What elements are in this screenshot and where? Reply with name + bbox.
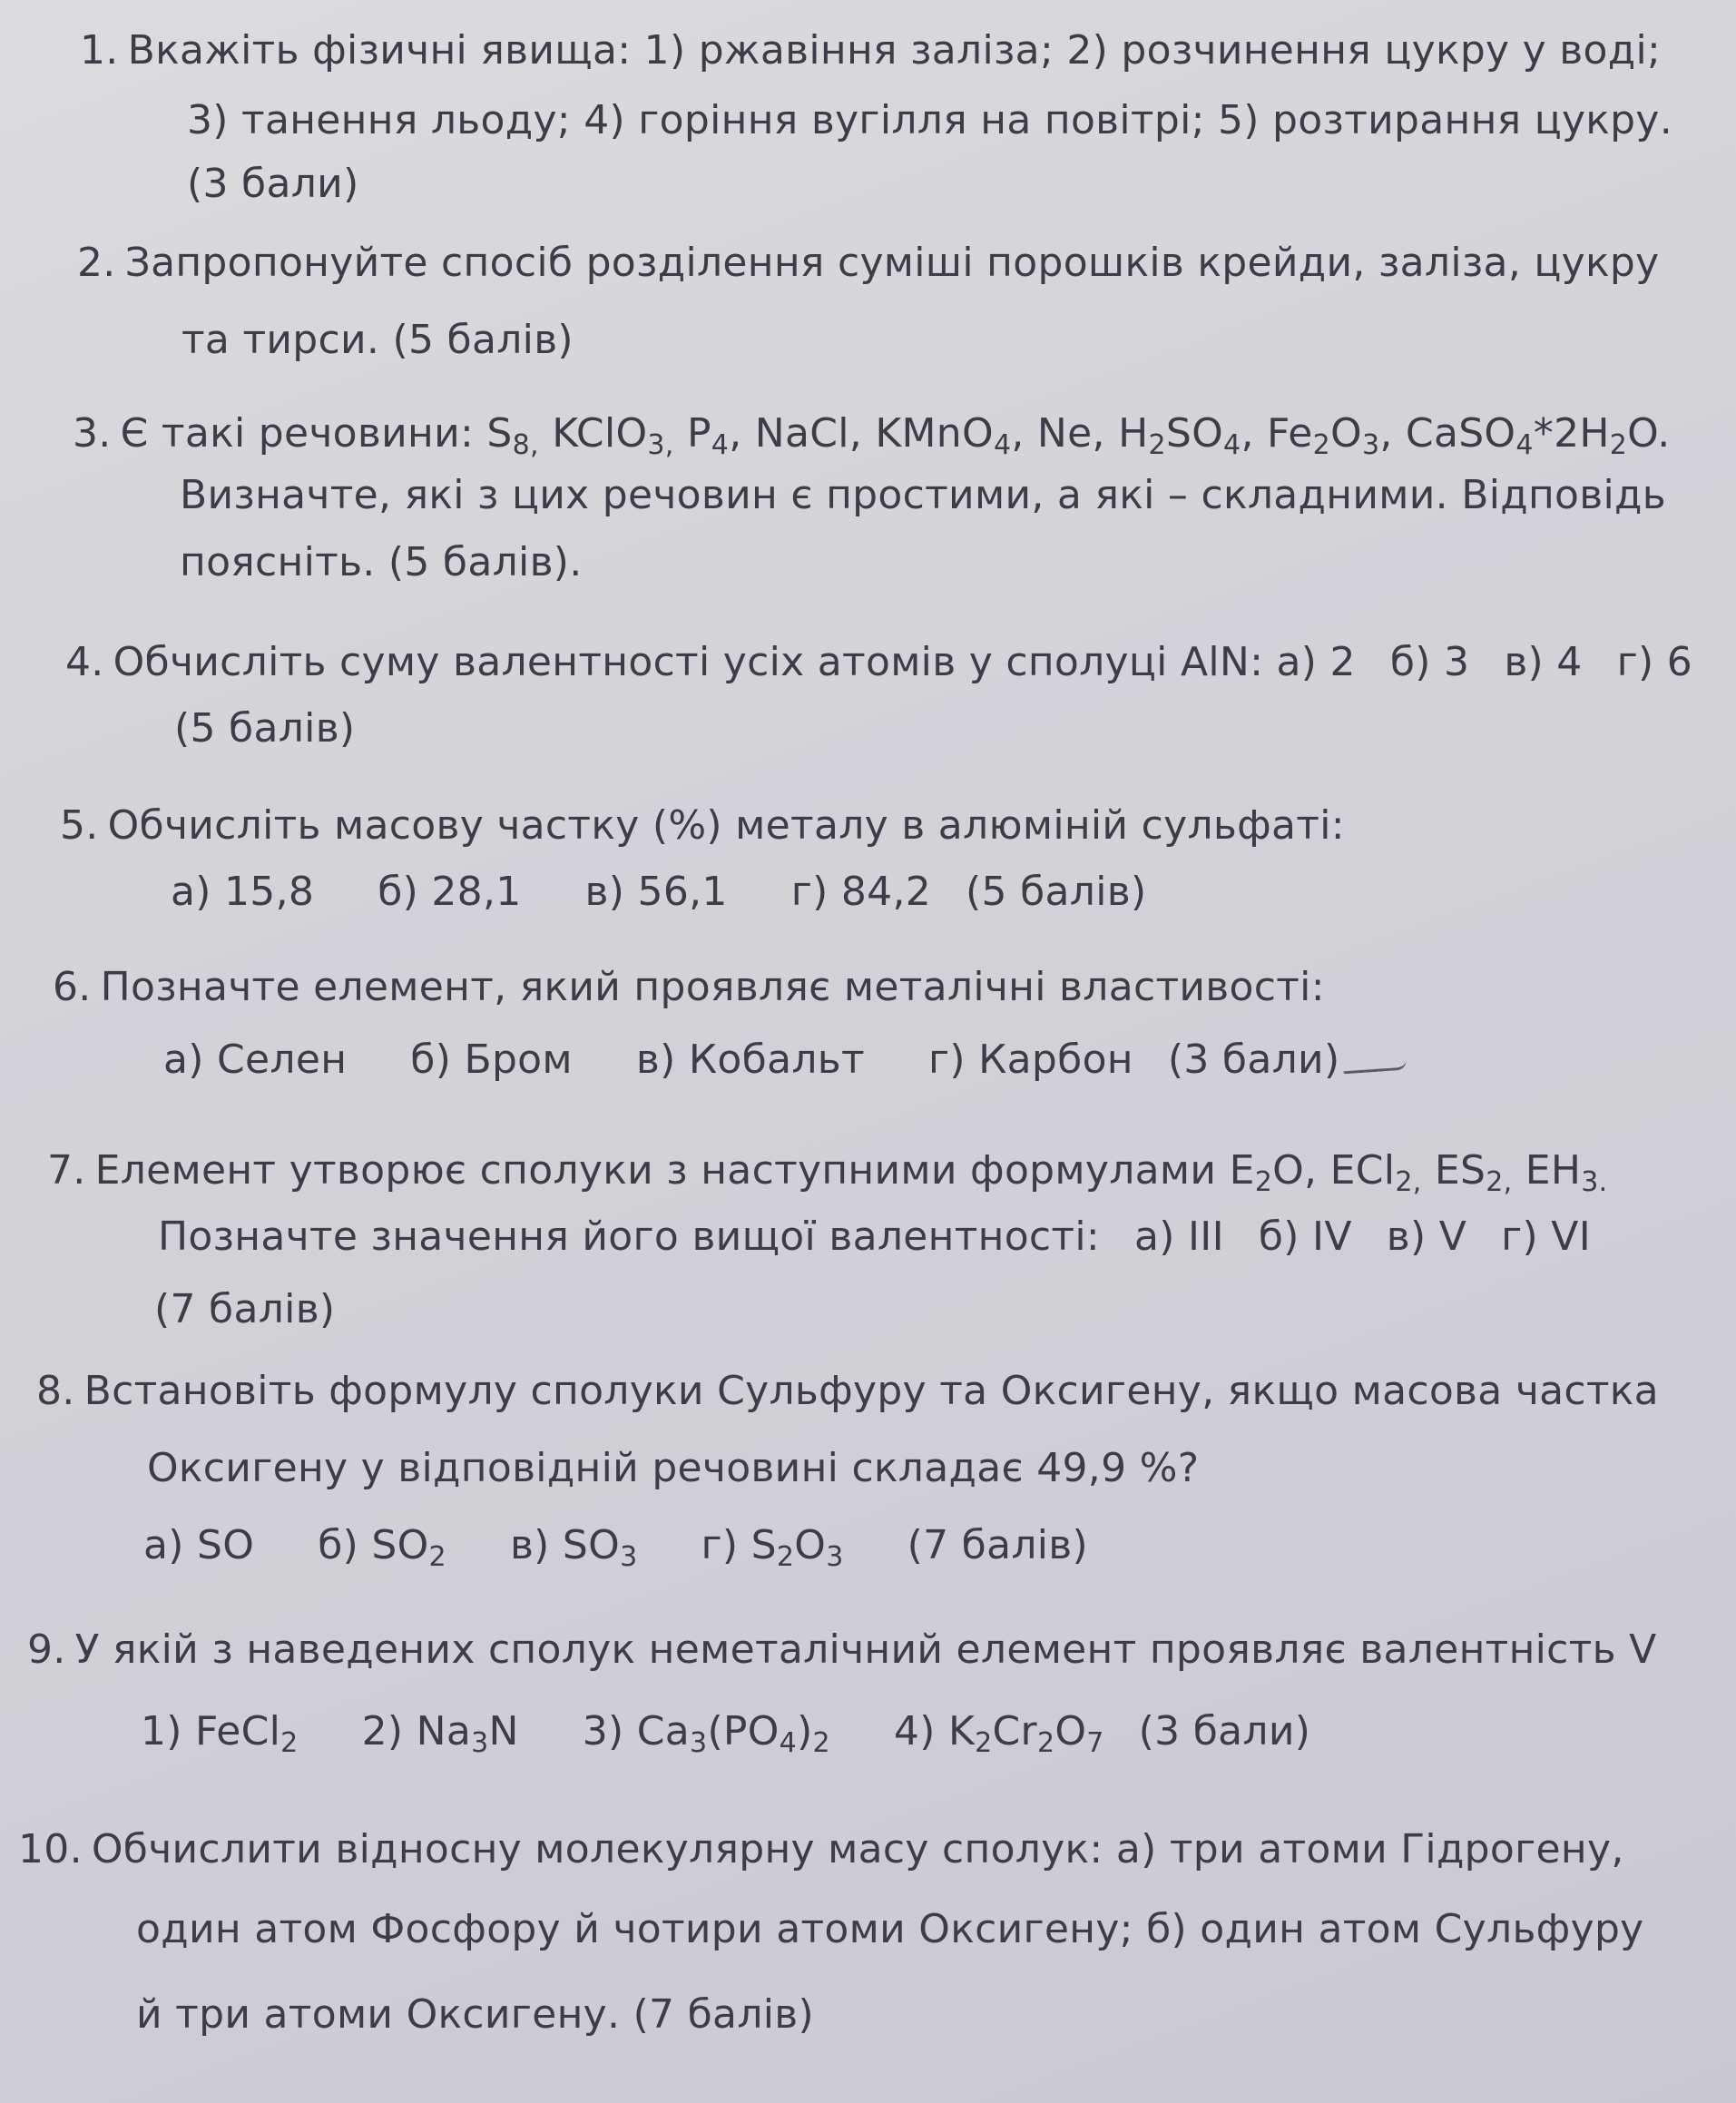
question-7-text: Елемент утворює сполуки з наступними формулами: [94, 1147, 1217, 1194]
question-6-text: Позначте елемент, який проявляє металічні властивості:: [100, 964, 1325, 1010]
question-9-option-2: 2) $Na_3N$: [361, 1708, 519, 1759]
question-4-line-1: [65, 637, 1692, 688]
question-9-line-1: [27, 1625, 1657, 1676]
question-4-text: Обчисліть суму валентності усіх атомів у сполуці AlN:: [113, 639, 1264, 685]
question-9-option-1: 1) FeCl$_2$: [141, 1708, 299, 1759]
question-1-line-2: 3) танення льоду; 4) горіння вугілля на повітрі; 5) розтирання цукру.: [187, 97, 1673, 143]
formula-es2: $ES_{2,}$: [1434, 1147, 1513, 1198]
question-1-line-1: [80, 25, 1661, 76]
question-5-options: [171, 867, 1146, 918]
question-8-options: [143, 1520, 1088, 1571]
question-8-line-1: [36, 1366, 1659, 1417]
question-7-text-2: Позначте значення його вищої валентності:: [158, 1214, 1100, 1260]
question-1-points: (3 бали): [187, 161, 359, 207]
question-7-line-1: [47, 1145, 1607, 1196]
question-8-option-d: г) $S_2O_3$: [701, 1522, 844, 1573]
question-3-number: 3.: [73, 410, 112, 457]
question-4-option-b: б) 3: [1389, 639, 1470, 685]
question-6-option-b: б) Бром: [410, 1037, 573, 1083]
question-6-points: (3 бали): [1167, 1037, 1340, 1083]
question-7-option-b: б) IV: [1258, 1214, 1352, 1260]
question-6-number: 6.: [53, 964, 92, 1010]
formula-kclo3: KClO$_{3,}$: [552, 410, 674, 461]
question-10-text: Обчислити відносну молекулярну масу сполук: а) три атоми Гідрогену,: [91, 1826, 1624, 1872]
formula-fe2o3: $Fe_2O_3$,: [1267, 410, 1393, 461]
formula-eh3: $EH_{3.}$: [1525, 1147, 1608, 1198]
question-5-option-a: а) 15,8: [171, 869, 315, 915]
formula-caso4-2h2o: $CaSO_4*2H_2O$.: [1405, 410, 1671, 461]
question-2-line-1: [77, 238, 1659, 289]
question-1-number: 1.: [80, 27, 119, 74]
formula-nacl: NaCl,: [754, 410, 863, 457]
formula-h2so4: $H_2SO_4$,: [1118, 410, 1254, 461]
question-6-option-a: а) Селен: [163, 1037, 348, 1083]
question-6-line-1: [53, 962, 1325, 1013]
question-7-line-2: [158, 1212, 1591, 1263]
question-3-line-1: [73, 408, 1671, 459]
question-4-points: (5 балів): [174, 705, 356, 752]
question-6-options: [163, 1035, 1339, 1086]
question-4-option-c: в) 4: [1504, 639, 1583, 685]
question-4-number: 4.: [65, 639, 104, 685]
question-8-number: 8.: [36, 1368, 75, 1414]
question-2-line-2: та тирси. (5 балів): [181, 317, 574, 363]
formula-kmno4: KMnO$_4$,: [875, 410, 1025, 461]
question-2-number: 2.: [77, 240, 116, 286]
question-7-option-c: в) V: [1386, 1214, 1467, 1260]
question-10-line-2: один атом Фосфору й чотири атоми Оксигену; б) один атом Сульфуру: [136, 1906, 1644, 1952]
question-5-line-1: [60, 801, 1345, 851]
question-9-option-3: 3) $Ca_3(PO_4)_2$: [582, 1708, 830, 1759]
question-8-option-a: а) SO: [143, 1522, 255, 1568]
formula-text-carriers: [0, 0, 1, 1]
pen-underline-mark: [1343, 1060, 1407, 1075]
question-7-option-d: г) VI: [1501, 1214, 1591, 1260]
question-9-points: (3 бали): [1138, 1708, 1311, 1754]
question-2-text: Запропонуйте спосіб розділення суміші порошків крейди, заліза, цукру: [124, 240, 1660, 286]
carrier-q3-f0: [0, 0, 1, 1]
question-8-line-2: Оксигену у відповідній речовині складає 49,9 %?: [147, 1445, 1200, 1491]
question-3-text: Є такі речовини:: [120, 410, 475, 457]
formula-ne: Ne,: [1036, 410, 1105, 457]
question-5-text: Обчисліть масову частку (%) металу в алюміній сульфаті:: [107, 802, 1345, 849]
formula-p4: $P_4$,: [686, 410, 742, 461]
formula-s8: $S_{8,}$: [486, 410, 539, 461]
formula-ecl2: ECl$_{2,}$: [1329, 1147, 1422, 1198]
question-5-number: 5.: [60, 802, 99, 849]
question-8-text: Встановіть формулу сполуки Сульфуру та Оксигену, якщо масова частка: [83, 1368, 1659, 1414]
question-3-line-3: поясніть. (5 балів).: [180, 539, 583, 585]
question-4-option-d: г) 6: [1616, 639, 1693, 685]
question-5-option-c: в) 56,1: [584, 869, 728, 915]
question-7-points: (7 балів): [154, 1286, 336, 1332]
question-9-options: [141, 1706, 1310, 1757]
question-10-number: 10.: [18, 1826, 83, 1872]
question-8-points: (7 балів): [907, 1522, 1088, 1568]
formula-e2o: $E_2O$,: [1229, 1147, 1318, 1198]
question-9-option-4: 4) $K_2Cr_2O_7$: [893, 1708, 1104, 1759]
question-4-option-a: а) 2: [1276, 639, 1356, 685]
question-5-option-b: б) 28,1: [378, 869, 522, 915]
question-9-text: У якій з наведених сполук неметалічний елемент проявляє валентність V: [74, 1626, 1657, 1673]
question-5-points: (5 балів): [966, 869, 1147, 915]
question-1-text: Вкажіть фізичні явища: 1) ржавіння заліза; 2) розчинення цукру у воді;: [127, 27, 1662, 74]
question-3-line-2: Визначте, які з цих речовин є простими, а які – складними. Відповідь: [180, 472, 1666, 518]
question-6-option-c: в) Кобальт: [635, 1037, 865, 1083]
question-6-option-d: г) Карбон: [927, 1037, 1133, 1083]
question-7-number: 7.: [47, 1147, 86, 1194]
question-7-option-a: а) III: [1134, 1214, 1224, 1260]
question-8-option-b: б) $SO_2$: [318, 1522, 446, 1573]
question-9-number: 9.: [27, 1626, 66, 1673]
question-10-line-1: [18, 1824, 1624, 1875]
question-10-line-3: й три атоми Оксигену. (7 балів): [136, 1991, 814, 2038]
question-5-option-d: г) 84,2: [790, 869, 932, 915]
question-8-option-c: в) $SO_3$: [509, 1522, 638, 1573]
